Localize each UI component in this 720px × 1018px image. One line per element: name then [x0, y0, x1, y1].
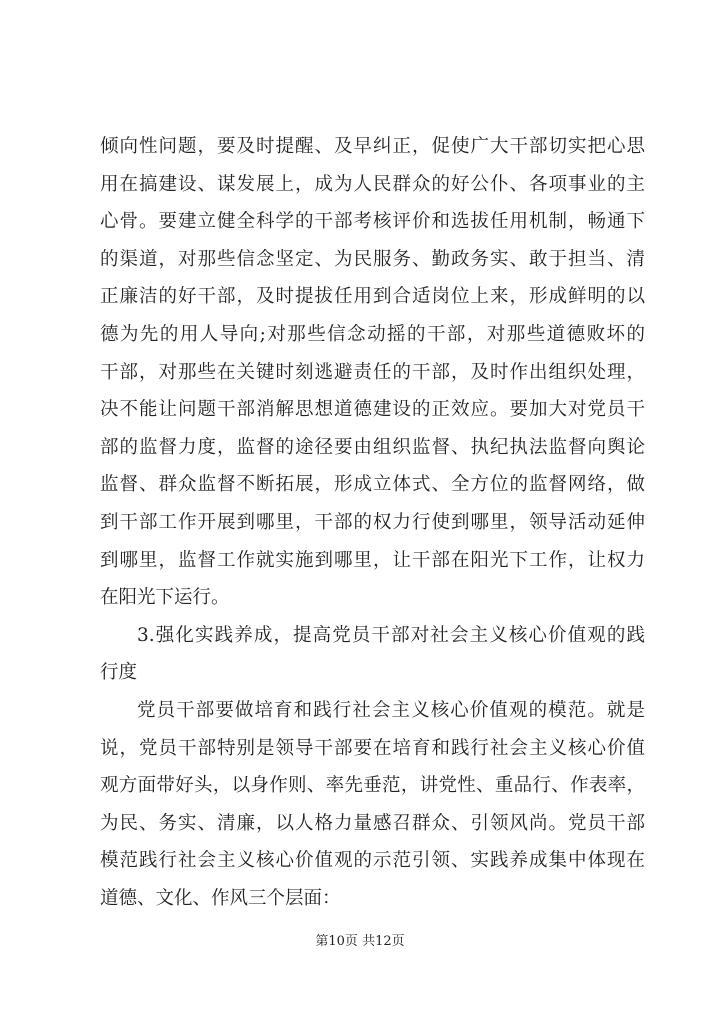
body-text — [100, 128, 645, 917]
text-line: 的渠道，对那些信念坚定、为民服务、勤政务实、敢于担当、清 — [100, 248, 645, 270]
text-line: 倾向性问题，要及时提醒、及早纠正，促使广大干部切实把心思 — [100, 136, 645, 157]
text-line: 党员干部要做培育和践行社会主义核心价值观的模范。就是 — [137, 699, 645, 721]
text-line: 监督、群众监督不断拓展，形成立体式、全方位的监督网络，做 — [100, 474, 645, 496]
text-line: 部的监督力度，监督的途径要由组织监督、执纪执法监督向舆论 — [100, 436, 645, 458]
section-heading-line: 行度 — [100, 662, 138, 684]
section-heading-line: 3.强化实践养成，提高党员干部对社会主义核心价值观的践 — [137, 624, 645, 646]
text-line: 用在搞建设、谋发展上，成为人民群众的好公仆、各项事业的主 — [100, 173, 645, 195]
page-number-label: 第10页 共12页 — [315, 934, 405, 949]
text-line: 观方面带好头，以身作则、率先垂范，讲党性、重品行、作表率， — [100, 775, 645, 797]
text-line: 到干部工作开展到哪里，干部的权力行使到哪里，领导活动延伸 — [100, 511, 645, 533]
text-line: 模范践行社会主义核心价值观的示范引领、实践养成集中体现在 — [100, 850, 645, 872]
text-line: 德为先的用人导向;对那些信念动摇的干部，对那些道德败坏的 — [100, 323, 645, 345]
text-line: 道德、文化、作风三个层面： — [100, 887, 341, 909]
page-footer — [0, 930, 720, 949]
text-line: 正廉洁的好干部，及时提拔任用到合适岗位上来，形成鲜明的以 — [100, 286, 645, 308]
text-line: 说，党员干部特别是领导干部要在培育和践行社会主义核心价值 — [100, 737, 645, 759]
text-line: 干部，对那些在关键时刻逃避责任的干部，及时作出组织处理， — [100, 361, 645, 383]
text-line: 在阳光下运行。 — [100, 587, 230, 609]
text-line: 心骨。要建立健全科学的干部考核评价和选拔任用机制，畅通下 — [100, 211, 645, 233]
text-line: 为民、务实、清廉，以人格力量感召群众、引领风尚。党员干部 — [100, 812, 645, 834]
text-line: 决不能让问题干部消解思想道德建设的正效应。要加大对党员干 — [100, 399, 645, 421]
text-line: 到哪里，监督工作就实施到哪里，让干部在阳光下工作，让权力 — [100, 549, 645, 571]
